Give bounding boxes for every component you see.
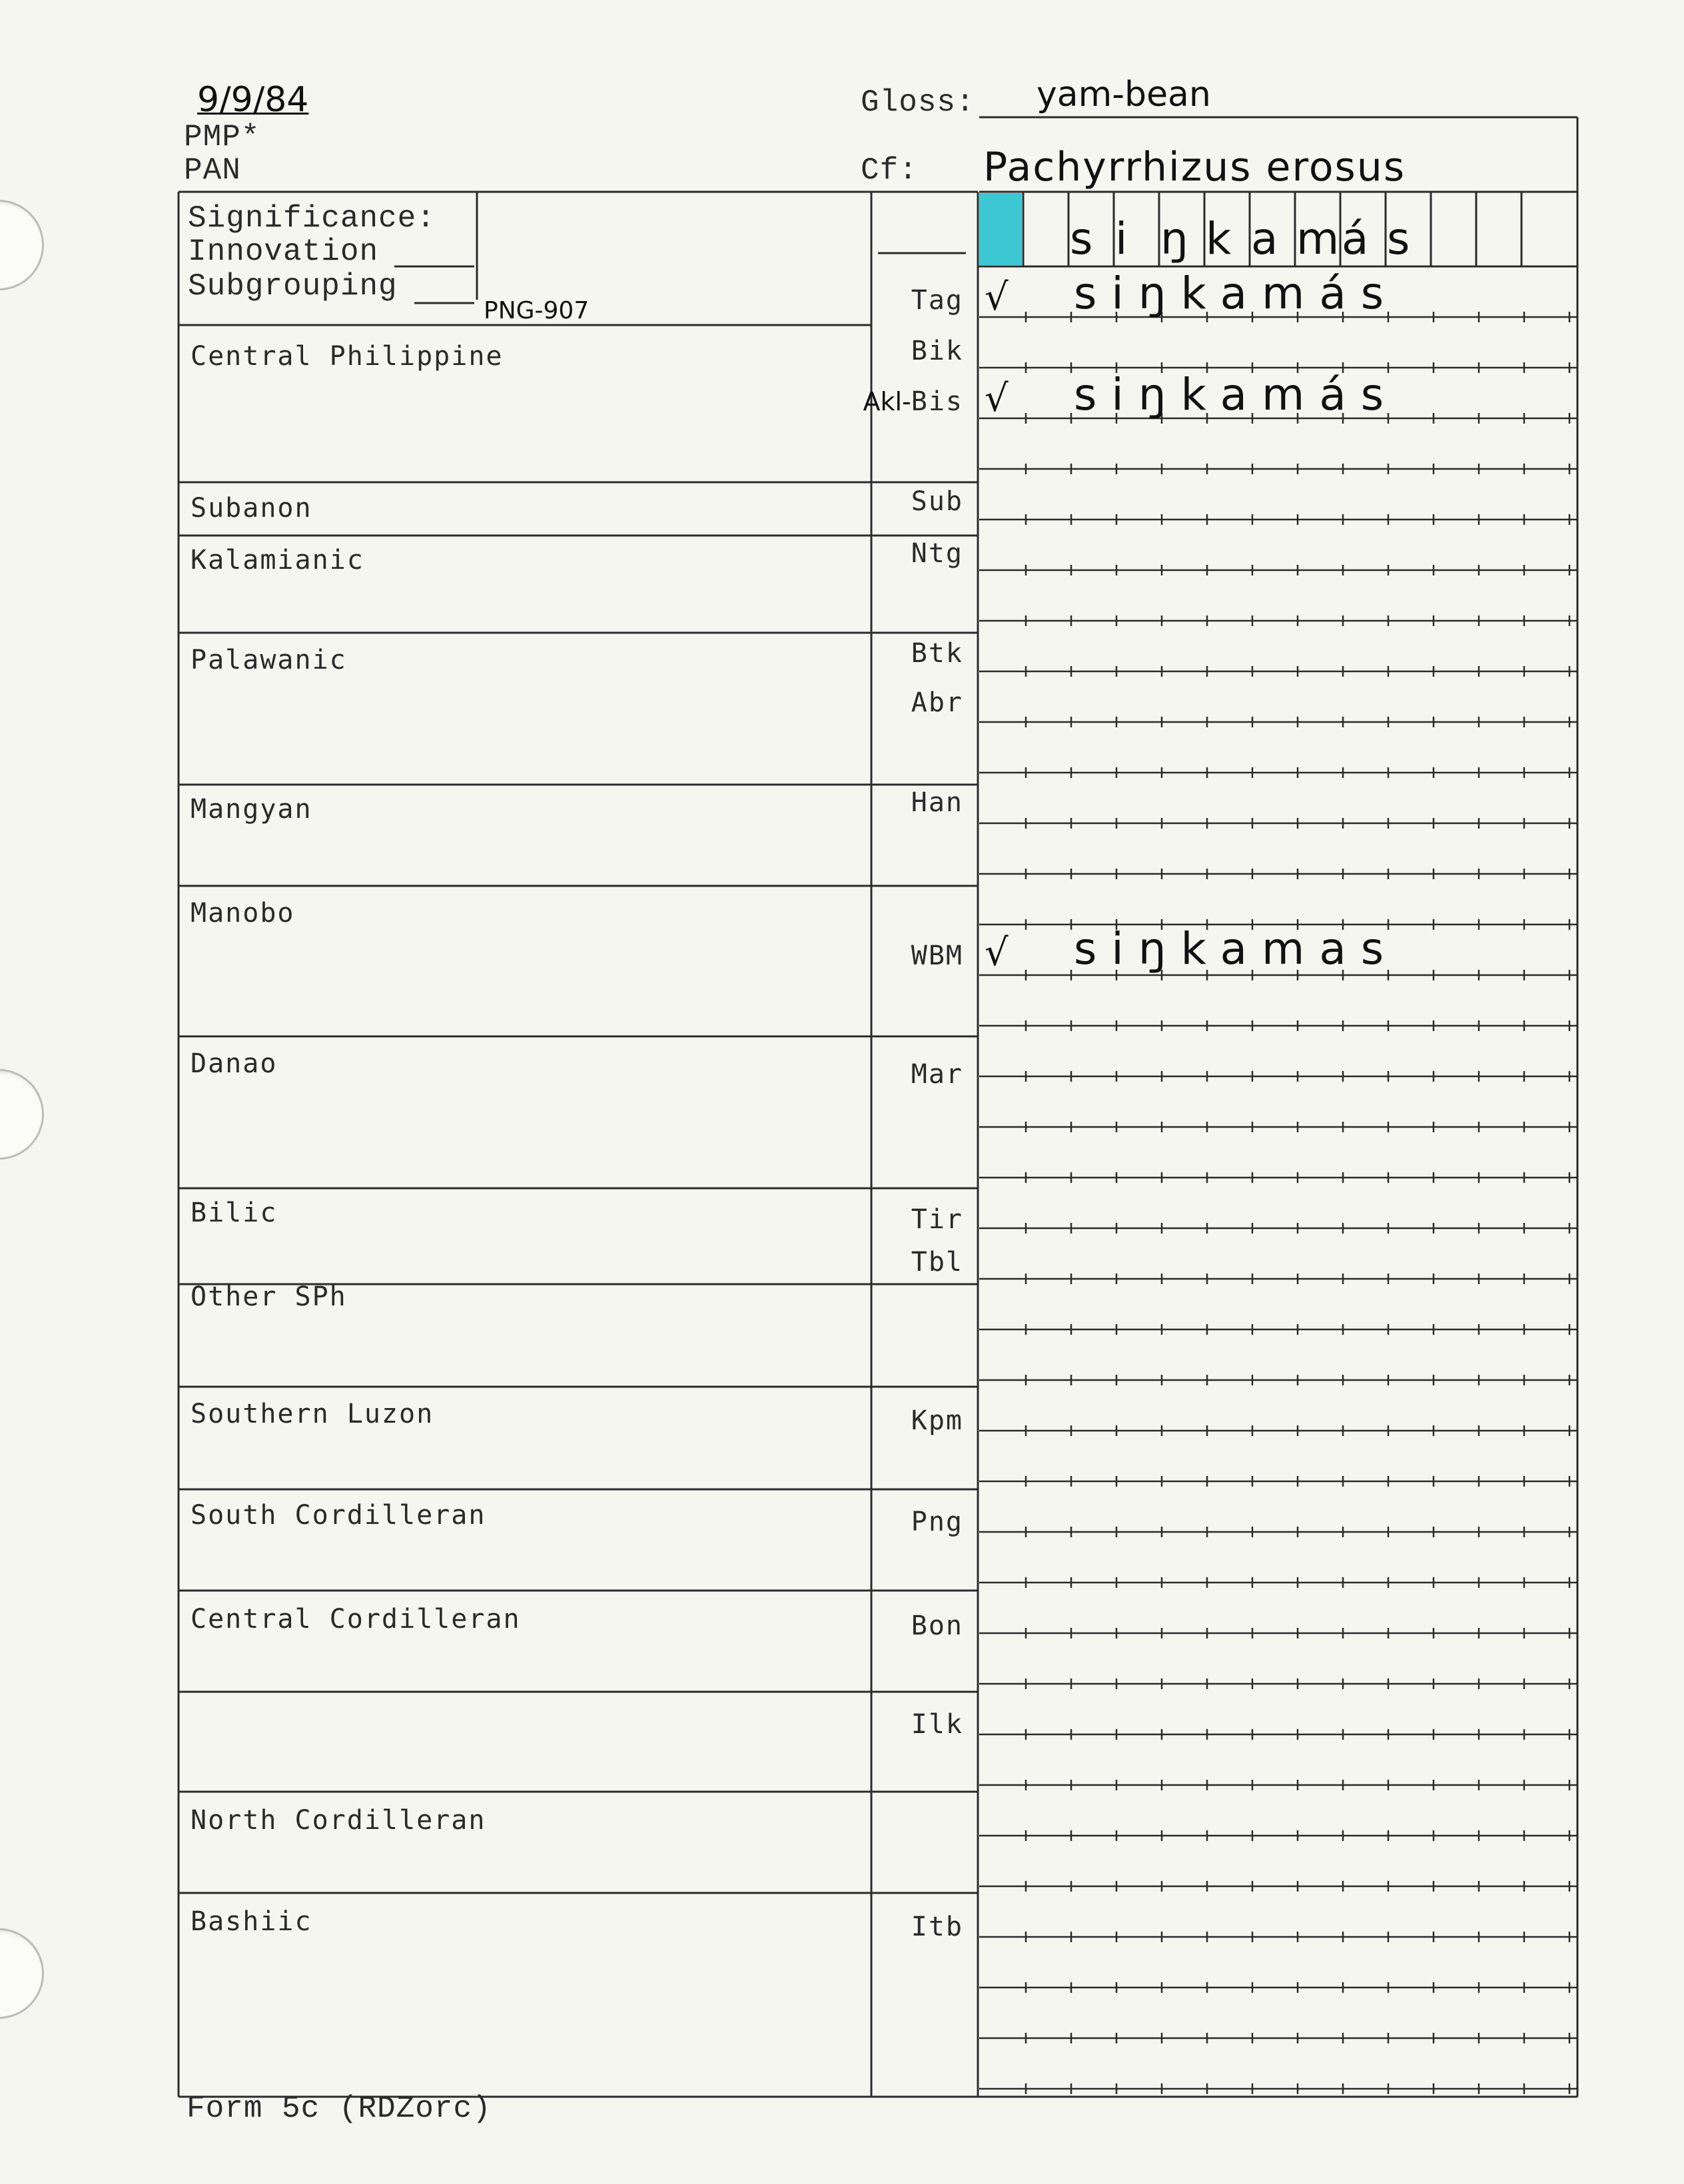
language-abbr (863, 486, 963, 517)
date: 9/9/84 (197, 80, 309, 120)
gloss-label: Gloss: (861, 85, 975, 120)
group-name: Southern Luzon (191, 1399, 434, 1429)
gloss-value: yam-bean (1037, 75, 1211, 115)
reconstruction-letter: ŋ (1160, 213, 1188, 264)
cognate-form: siŋkamás (1074, 369, 1399, 420)
reconstruction-letter: i (1115, 213, 1128, 264)
pan-label: PAN (184, 153, 241, 188)
group-name: Central Cordilleran (191, 1604, 521, 1635)
language-abbr-text: Ilk (911, 1709, 963, 1740)
innovation-label: Innovation (188, 234, 379, 269)
reconstruction-letter: m (1296, 213, 1340, 264)
language-abbr-text: Sub (911, 486, 963, 517)
cognate-form: siŋkamas (1074, 923, 1399, 974)
language-abbr (863, 1059, 963, 1090)
language-abbr-text: Btk (911, 638, 963, 669)
language-abbr-text: Abr (911, 687, 963, 718)
group-name: North Cordilleran (191, 1805, 486, 1836)
significance-label: Significance: (188, 201, 436, 236)
cognate-form: siŋkamás (1074, 268, 1399, 319)
language-abbr (863, 1204, 963, 1235)
group-name: Bashiic (191, 1906, 312, 1937)
language-abbr-text: Png (911, 1507, 963, 1537)
language-abbr (863, 687, 963, 718)
language-abbr (843, 386, 963, 417)
language-abbr-text: Han (911, 787, 963, 818)
language-abbr (863, 638, 963, 669)
group-name: Kalamianic (191, 545, 364, 575)
cf-label: Cf: (861, 153, 918, 188)
language-abbr (863, 787, 963, 818)
group-name: Mangyan (191, 794, 312, 825)
language-abbr-text: Ntg (911, 538, 963, 569)
group-name: Danao (191, 1048, 278, 1079)
language-abbr-text: Tag (911, 285, 963, 316)
group-name: Other SPh (191, 1281, 347, 1312)
group-name: Central Philippine (191, 341, 504, 372)
form-label: Form 5c (RDZorc) (187, 2091, 492, 2126)
group-name: Manobo (191, 898, 295, 928)
reference-number: PNG-907 (484, 297, 590, 324)
subgrouping-label: Subgrouping (188, 269, 398, 304)
language-abbr-text: Itb (911, 1912, 963, 1942)
language-abbr (863, 1611, 963, 1641)
language-abbr (863, 1709, 963, 1740)
check-mark: √ (985, 377, 1009, 420)
language-abbr (863, 1912, 963, 1942)
language-abbr (863, 336, 963, 366)
language-abbr-text: Mar (911, 1059, 963, 1090)
language-abbr-text: Kpm (911, 1405, 963, 1436)
language-abbr (863, 1247, 963, 1277)
language-abbr (863, 285, 963, 316)
language-abbr-text: Bon (911, 1611, 963, 1641)
language-abbr-text: WBM (911, 940, 963, 971)
reconstruction-letter: a (1251, 213, 1278, 264)
language-abbr-text: Bis (911, 386, 963, 417)
group-name: Bilic (191, 1198, 278, 1228)
group-name: South Cordilleran (191, 1500, 486, 1531)
reconstruction-letter: k (1206, 213, 1232, 264)
reconstruction-letter: s (1070, 213, 1093, 264)
language-abbr-text: Bik (911, 336, 963, 366)
check-mark: √ (985, 931, 1009, 974)
cf-value: Pachyrrhizus erosus (983, 144, 1406, 190)
language-prefix: Akl- (863, 387, 911, 416)
group-name: Palawanic (191, 645, 347, 675)
check-mark: √ (985, 276, 1009, 319)
language-abbr-text: Tbl (911, 1247, 963, 1277)
reconstruction-letter: s (1387, 213, 1410, 264)
language-abbr-text: Tir (911, 1204, 963, 1235)
pmp-label: PMP* (184, 120, 260, 155)
language-abbr (863, 1405, 963, 1436)
language-abbr (863, 940, 963, 971)
reconstruction-letter: á (1342, 213, 1369, 264)
language-abbr (863, 1507, 963, 1537)
language-abbr (863, 538, 963, 569)
group-name: Subanon (191, 493, 312, 524)
